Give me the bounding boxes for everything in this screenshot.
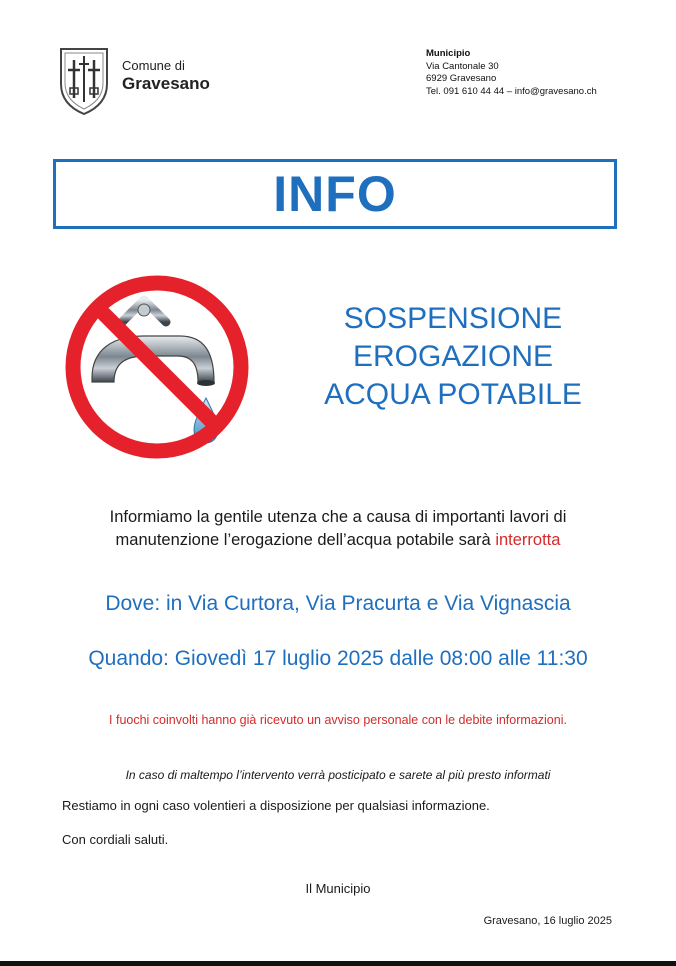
address-contact: Tel. 091 610 44 44 – info@gravesano.ch: [426, 85, 597, 97]
intro-line-1: Informiamo la gentile utenza che a causa di importanti lavori di: [109, 508, 567, 526]
location-line: Dove: in Via Curtora, Via Pracurta e Via Vignascia: [105, 592, 571, 615]
availability-note: Restiamo in ogni caso volentieri a disposizione per qualsiasi informazione.: [62, 798, 490, 813]
municipality-label: Comune di: [122, 58, 185, 73]
municipality-name: Gravesano: [122, 74, 210, 93]
intro-line-2: [40, 529, 636, 552]
intro-line-2-text: manutenzione l’erogazione dell’acqua potabile sarà: [115, 531, 491, 549]
coat-of-arms-icon: [58, 46, 110, 116]
headline-line-3: ACQUA POTABILE: [324, 378, 582, 411]
address-title: Municipio: [426, 48, 471, 59]
bottom-divider: [0, 961, 676, 966]
address-street: Via Cantonale 30: [426, 60, 499, 72]
households-notice: I fuochi coinvolti hanno già ricevuto un avviso personale con le debite informazioni.: [109, 713, 567, 727]
signature: Il Municipio: [305, 881, 371, 896]
weather-note: In caso di maltempo l’intervento verrà posticipato e sarete al più presto informati: [125, 768, 551, 782]
info-banner: [53, 159, 617, 229]
no-water-tap-icon: [62, 270, 252, 465]
interrupted-highlight: interrotta: [495, 531, 561, 549]
address-block: [426, 48, 597, 98]
document-date: Gravesano, 16 luglio 2025: [483, 915, 612, 927]
date-time-line: Quando: Giovedì 17 luglio 2025 dalle 08:00 alle 11:30: [88, 647, 588, 670]
address-city: 6929 Gravesano: [426, 73, 497, 84]
closing-regards: Con cordiali saluti.: [62, 832, 169, 847]
headline: [300, 300, 606, 414]
intro-paragraph: [40, 506, 636, 552]
headline-line-1: SOSPENSIONE: [343, 302, 563, 335]
headline-line-2: EROGAZIONE: [352, 340, 554, 373]
info-title: INFO: [273, 166, 397, 222]
